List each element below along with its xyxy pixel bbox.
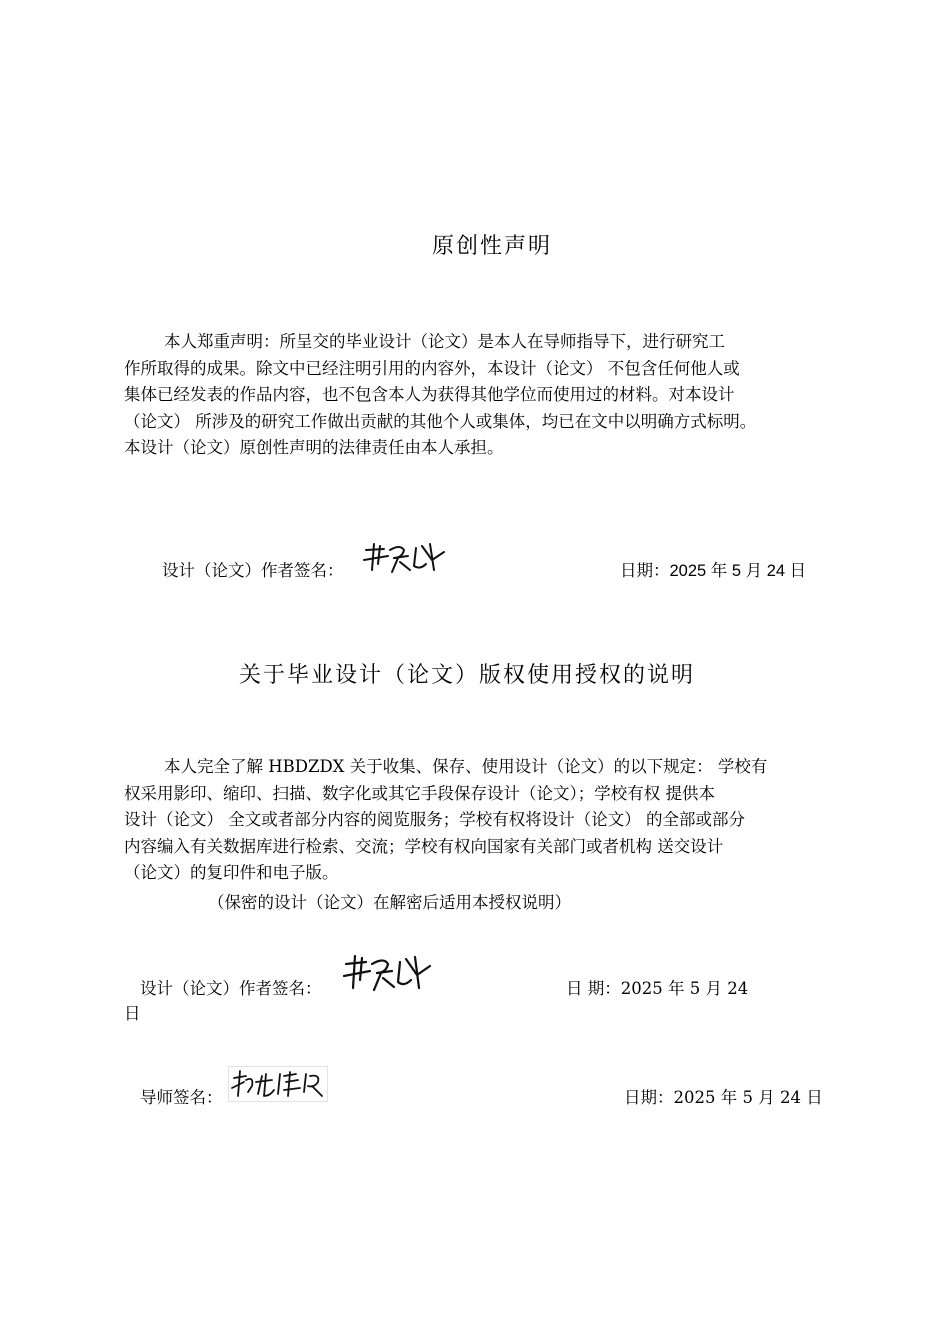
- paragraph-line: 本人完全了解 HBDZDX 关于收集、保存、使用设计（论文）的以下规定： 学校有: [164, 757, 768, 776]
- paragraph-line: 权采用影印、缩印、扫描、数字化或其它手段保存设计（论文）；学校有权 提供本: [124, 783, 715, 803]
- date-value: 2025 年 5 月 24 日: [673, 1088, 823, 1107]
- copyright-author-date: [566, 975, 748, 999]
- copyright-author-date-wrap: 日: [124, 1004, 141, 1023]
- paragraph-line: 内容编入有关数据库进行检索、交流；学校有权向国家有关部门或者机构 送交设计: [124, 836, 724, 856]
- originality-statement: [124, 329, 836, 462]
- copyright-author-signature-image: [340, 952, 436, 994]
- paragraph-line: 作所取得的成果。除文中已经注明引用的内容外，本设计（论文） 不包含任何他人或: [124, 358, 740, 378]
- paragraph-line: （论文）的复印件和电子版。: [124, 863, 339, 882]
- copyright-title: 关于毕业设计（论文）版权使用授权的说明: [239, 663, 696, 688]
- paragraph-line: 集体已经发表的作品内容，也不包含本人为获得其他学位而使用过的材料。对本设计: [124, 385, 735, 404]
- date-value: 2025 年 5 月 24 日: [669, 562, 807, 580]
- date-label: 日期：: [624, 1088, 674, 1107]
- author-signature-image: [360, 540, 450, 576]
- paragraph-line: 设计（论文） 全文或者部分内容的阅览服务；学校有权将设计（论文） 的全部或部分: [124, 810, 745, 829]
- paragraph-line: （论文） 所涉及的研究工作做出贡献的其他个人或集体，均已在文中以明确方式标明。: [124, 411, 757, 431]
- copyright-author-signature-label: 设计（论文）作者签名：: [140, 979, 322, 998]
- advisor-signature-image: [228, 1066, 328, 1102]
- date-value: 2025 年 5 月 24: [620, 979, 749, 998]
- paragraph-line: 本设计（论文）原创性声明的法律责任由本人承担。: [124, 438, 504, 457]
- copyright-statement: [124, 754, 836, 887]
- advisor-signature-label: 导师签名：: [140, 1088, 223, 1107]
- originality-date: [620, 557, 806, 581]
- paragraph-line: 本人郑重声明：所呈交的毕业设计（论文）是本人在导师指导下，进行研究工: [164, 332, 725, 351]
- date-label: 日期：: [620, 561, 670, 580]
- date-label: 日 期：: [566, 979, 621, 998]
- advisor-date: [624, 1084, 823, 1108]
- originality-title: 原创性声明: [432, 234, 553, 259]
- confidentiality-note: （保密的设计（论文）在解密后适用本授权说明）: [208, 893, 571, 912]
- author-signature-label: 设计（论文）作者签名：: [162, 561, 344, 580]
